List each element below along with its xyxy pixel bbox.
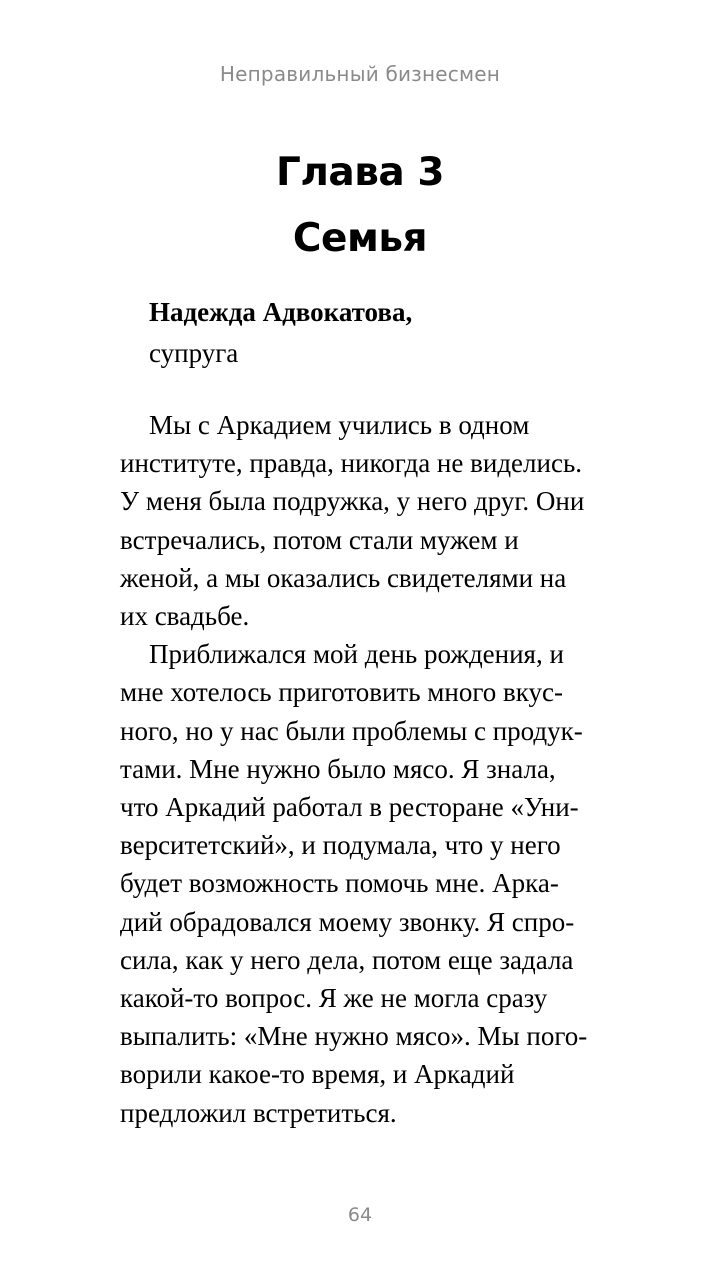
- text-line: встречались, потом стали мужем и: [120, 524, 519, 555]
- text-line: У меня была подружка, у него друг. Они: [120, 486, 585, 517]
- body-text: [120, 406, 660, 1132]
- chapter-title: Семья: [292, 216, 428, 261]
- text-line: выпалить: «Мне нужно мясо». Мы пого-: [120, 1021, 588, 1052]
- text-line: предложил встретиться.: [120, 1097, 397, 1128]
- page-number: 64: [347, 1204, 373, 1226]
- text-line: сила, как у него дела, потом еще задала: [120, 944, 574, 975]
- text-line: Мы с Аркадием учились в одном: [149, 410, 530, 440]
- book-title: Неправильный бизнесмен: [219, 62, 501, 86]
- author-role: супруга: [149, 338, 239, 368]
- chapter-number: Глава 3: [276, 150, 444, 195]
- text-line: ворили какое-то время, и Аркадий: [120, 1059, 515, 1090]
- author-block: [149, 292, 412, 374]
- text-line: институте, правда, никогда не виделись.: [120, 448, 583, 479]
- text-line: тами. Мне нужно было мясо. Я знала,: [120, 753, 556, 784]
- text-line: верситетский», и подумала, что у него: [120, 830, 561, 861]
- chapter-heading: [0, 140, 720, 272]
- text-line: что Аркадий работал в ресторане «Уни-: [120, 792, 579, 823]
- text-line: женой, а мы оказались свидетелями на: [120, 562, 567, 593]
- text-line: мне хотелось приготовить много вкус-: [120, 677, 563, 708]
- text-line: какой-то вопрос. Я же не могла сразу: [120, 983, 548, 1014]
- text-line: ного, но у нас были проблемы с продук-: [120, 715, 583, 746]
- text-line: дий обрадовался моему звонку. Я спро-: [120, 906, 575, 937]
- text-line: будет возможность помочь мне. Арка-: [120, 868, 559, 899]
- author-name: Надежда Адвокатова,: [149, 297, 413, 327]
- text-line: Приближался мой день рождения, и: [149, 639, 564, 670]
- text-line: их свадьбе.: [120, 601, 250, 632]
